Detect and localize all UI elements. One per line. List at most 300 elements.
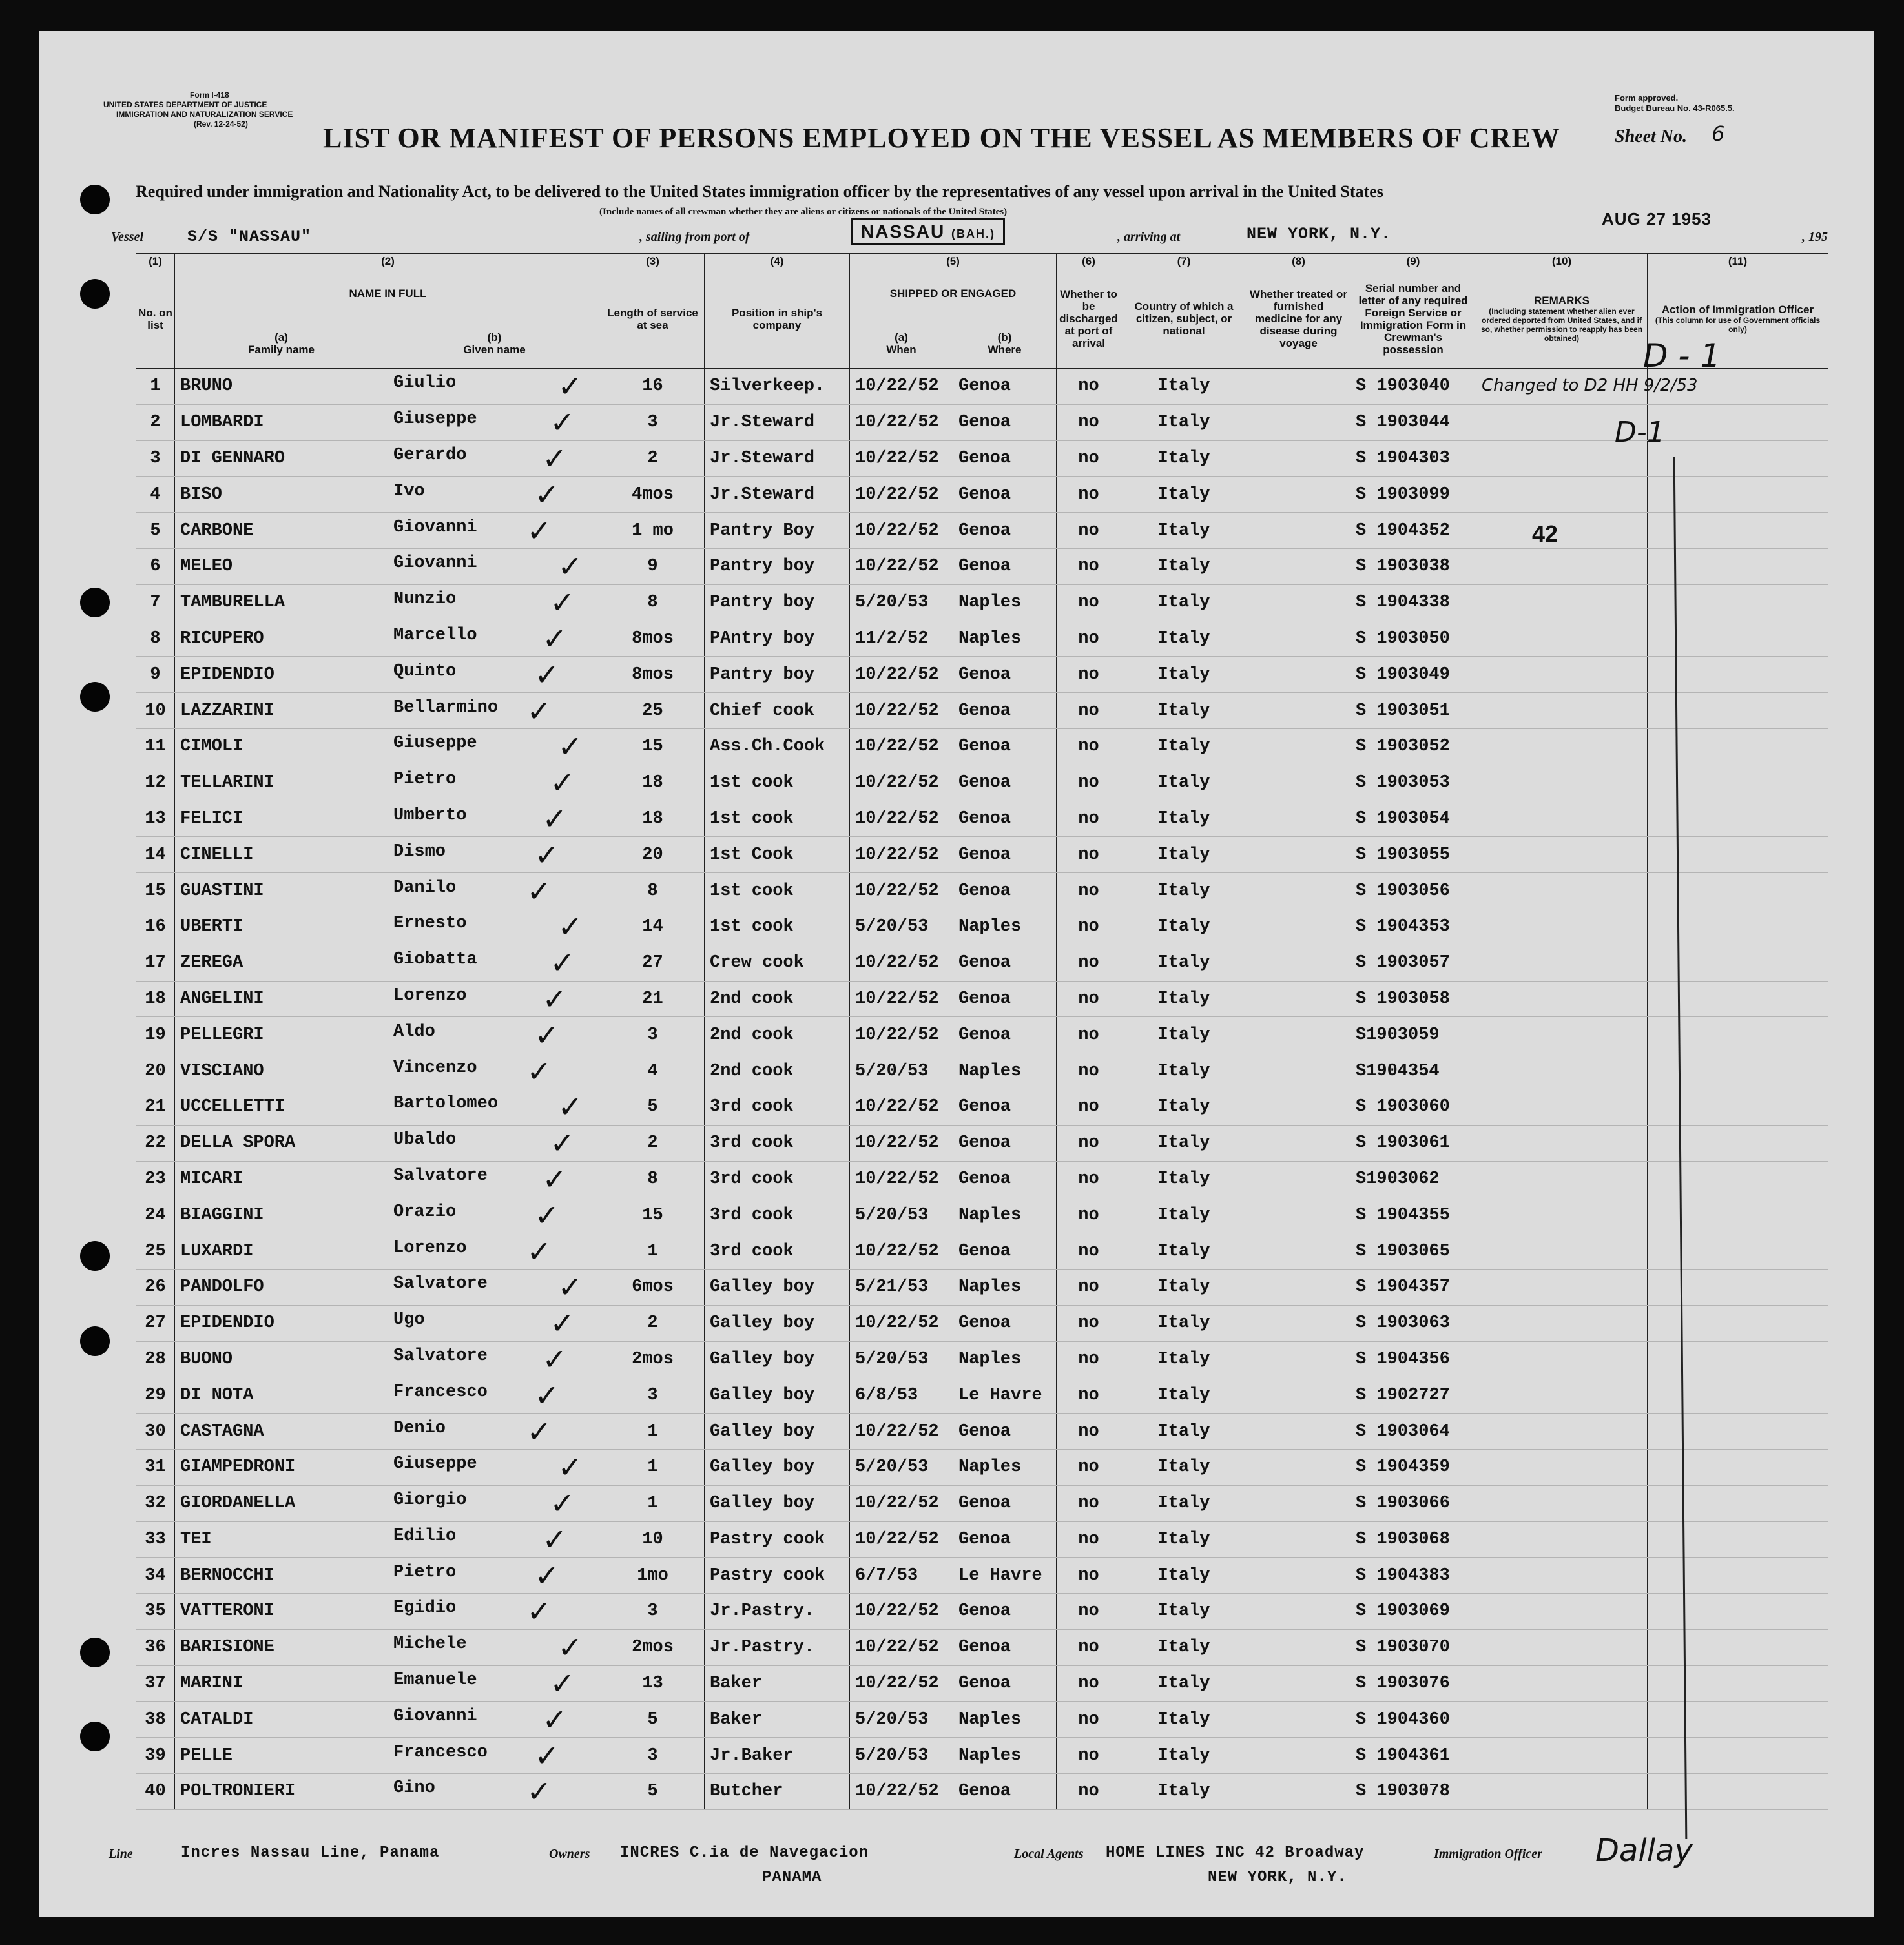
- given-name: [388, 548, 601, 584]
- binder-hole: [80, 1241, 110, 1271]
- action-cell: [1648, 909, 1828, 945]
- remarks-cell: [1476, 1594, 1648, 1630]
- binder-hole: [80, 1326, 110, 1356]
- medicine-cell: [1247, 945, 1350, 981]
- shipped-date: 10/22/52: [850, 548, 953, 584]
- position: Galley boy: [705, 1377, 850, 1414]
- given-name-text: Pietro: [393, 1562, 457, 1582]
- length-of-service: 25: [601, 693, 705, 729]
- given-name: [388, 801, 601, 837]
- given-name: [388, 369, 601, 405]
- shipped-date: 10/22/52: [850, 1089, 953, 1125]
- crew-number: 26: [136, 1269, 175, 1305]
- given-name-text: Orazio: [393, 1202, 457, 1222]
- length-of-service: 3: [601, 1017, 705, 1053]
- remarks-cell: [1476, 1053, 1648, 1089]
- check-mark-icon: ✓: [534, 1558, 559, 1593]
- family-name: MICARI: [175, 1161, 388, 1197]
- position: Baker: [705, 1702, 850, 1738]
- medicine-cell: [1247, 657, 1350, 693]
- country: Italy: [1121, 693, 1247, 729]
- crew-number: 32: [136, 1485, 175, 1521]
- shipped-port: Naples: [953, 1738, 1057, 1774]
- remarks-cell: [1476, 1738, 1648, 1774]
- shipped-date: 10/22/52: [850, 513, 953, 549]
- given-name: [388, 657, 601, 693]
- serial-number: S 1903063: [1350, 1305, 1476, 1341]
- discharge-status: no: [1057, 1521, 1121, 1558]
- serial-number: S 1904383: [1350, 1558, 1476, 1594]
- discharge-status: no: [1057, 909, 1121, 945]
- discharge-status: no: [1057, 548, 1121, 584]
- serial-number: S 1903070: [1350, 1629, 1476, 1665]
- discharge-status: no: [1057, 1594, 1121, 1630]
- shipped-port: Le Havre: [953, 1558, 1057, 1594]
- action-cell: [1648, 1449, 1828, 1485]
- action-cell: [1648, 404, 1828, 440]
- country: Italy: [1121, 1665, 1247, 1702]
- shipped-date: 10/22/52: [850, 1305, 953, 1341]
- given-name-text: Francesco: [393, 1382, 488, 1402]
- given-name-text: Salvatore: [393, 1346, 488, 1366]
- remarks-cell: [1476, 1702, 1648, 1738]
- remarks-cell: [1476, 1665, 1648, 1702]
- crew-number: 7: [136, 584, 175, 621]
- check-mark-icon: ✓: [550, 1666, 575, 1702]
- given-name-text: Lorenzo: [393, 985, 467, 1005]
- family-name: PANDOLFO: [175, 1269, 388, 1305]
- family-name: LAZZARINI: [175, 693, 388, 729]
- discharge-status: no: [1057, 584, 1121, 621]
- given-name: [388, 1738, 601, 1774]
- check-mark-icon: ✓: [557, 1270, 583, 1305]
- header-action-note: (This column for use of Government officials only): [1655, 316, 1821, 334]
- crew-row: [136, 1738, 1828, 1774]
- medicine-cell: [1247, 513, 1350, 549]
- position: Jr.Pastry.: [705, 1629, 850, 1665]
- check-mark-icon: ✓: [526, 1233, 552, 1269]
- family-name: DI GENNARO: [175, 440, 388, 477]
- shipped-port: Genoa: [953, 1161, 1057, 1197]
- given-name-text: Giovanni: [393, 553, 477, 573]
- check-mark-icon: ✓: [557, 1450, 583, 1485]
- table-header: [136, 254, 1828, 369]
- crew-number: 22: [136, 1125, 175, 1161]
- remarks-cell: [1476, 728, 1648, 765]
- owners-city: PANAMA: [762, 1869, 822, 1886]
- header-given-name: (b) Given name: [388, 318, 601, 369]
- medicine-cell: [1247, 1125, 1350, 1161]
- col11-number: (11): [1648, 254, 1828, 269]
- remarks-cell: [1476, 1197, 1648, 1233]
- length-of-service: 2: [601, 1125, 705, 1161]
- shipped-port: Naples: [953, 1702, 1057, 1738]
- remarks-cell: [1476, 1521, 1648, 1558]
- binder-hole: [80, 588, 110, 617]
- given-name: [388, 1377, 601, 1414]
- officer-label: Immigration Officer: [1434, 1847, 1542, 1861]
- crew-number: 2: [136, 404, 175, 440]
- position: Ass.Ch.Cook: [705, 728, 850, 765]
- check-mark-icon: ✓: [534, 657, 559, 692]
- check-mark-icon: ✓: [542, 1341, 567, 1377]
- annotation-count: 42: [1532, 520, 1558, 547]
- country: Italy: [1121, 1233, 1247, 1270]
- line-label: Line: [109, 1847, 133, 1861]
- shipped-port: Naples: [953, 584, 1057, 621]
- check-mark-icon: ✓: [557, 1630, 583, 1665]
- check-mark-icon: ✓: [542, 801, 567, 836]
- crew-number: 36: [136, 1629, 175, 1665]
- given-name-text: Emanuele: [393, 1671, 477, 1691]
- position: Galley boy: [705, 1414, 850, 1450]
- shipped-port: Genoa: [953, 1629, 1057, 1665]
- crew-row: [136, 1774, 1828, 1810]
- crew-row: [136, 728, 1828, 765]
- shipped-date: 10/22/52: [850, 945, 953, 981]
- country: Italy: [1121, 1377, 1247, 1414]
- given-name: [388, 873, 601, 909]
- medicine-cell: [1247, 1305, 1350, 1341]
- medicine-cell: [1247, 801, 1350, 837]
- country: Italy: [1121, 1053, 1247, 1089]
- budget-bureau: Budget Bureau No. 43-R065.5.: [1615, 103, 1735, 113]
- shipped-date: 10/22/52: [850, 369, 953, 405]
- check-mark-icon: ✓: [534, 1197, 559, 1233]
- serial-number: S 1903053: [1350, 765, 1476, 801]
- family-name: BUONO: [175, 1341, 388, 1377]
- length-of-service: 2: [601, 440, 705, 477]
- position: Silverkeep.: [705, 369, 850, 405]
- discharge-status: no: [1057, 1089, 1121, 1125]
- binder-hole: [80, 279, 110, 309]
- crew-number: 23: [136, 1161, 175, 1197]
- discharge-status: no: [1057, 1053, 1121, 1089]
- serial-number: S 1903054: [1350, 801, 1476, 837]
- crew-number: 25: [136, 1233, 175, 1270]
- length-of-service: 6mos: [601, 1269, 705, 1305]
- serial-number: S 1904356: [1350, 1341, 1476, 1377]
- length-of-service: 3: [601, 1738, 705, 1774]
- sheet-label: Sheet No.: [1615, 127, 1687, 147]
- serial-number: S 1904303: [1350, 440, 1476, 477]
- length-of-service: 2: [601, 1305, 705, 1341]
- medicine-cell: [1247, 1702, 1350, 1738]
- country: Italy: [1121, 584, 1247, 621]
- crew-row: [136, 873, 1828, 909]
- crew-number: 40: [136, 1774, 175, 1810]
- crew-row: [136, 1233, 1828, 1270]
- serial-number: S 1903058: [1350, 981, 1476, 1017]
- position: PAntry boy: [705, 621, 850, 657]
- shipped-date: 6/7/53: [850, 1558, 953, 1594]
- medicine-cell: [1247, 1665, 1350, 1702]
- col7-number: (7): [1121, 254, 1247, 269]
- header-when: (a) When: [850, 318, 953, 369]
- country: Italy: [1121, 404, 1247, 440]
- discharge-status: no: [1057, 837, 1121, 873]
- check-mark-icon: ✓: [526, 873, 552, 909]
- medicine-cell: [1247, 765, 1350, 801]
- shipped-date: 10/22/52: [850, 693, 953, 729]
- length-of-service: 1: [601, 1485, 705, 1521]
- serial-number: S 1903060: [1350, 1089, 1476, 1125]
- medicine-cell: [1247, 837, 1350, 873]
- remarks-cell: [1476, 477, 1648, 513]
- crew-row: [136, 801, 1828, 837]
- medicine-cell: [1247, 1377, 1350, 1414]
- action-cell: [1648, 1702, 1828, 1738]
- check-mark-icon: ✓: [534, 837, 559, 872]
- given-name: [388, 1449, 601, 1485]
- discharge-status: no: [1057, 1665, 1121, 1702]
- check-mark-icon: ✓: [526, 1594, 552, 1629]
- crew-row: [136, 1449, 1828, 1485]
- shipped-date: 10/22/52: [850, 837, 953, 873]
- crew-number: 15: [136, 873, 175, 909]
- given-name: [388, 1053, 601, 1089]
- crew-number: 28: [136, 1341, 175, 1377]
- action-cell: [1648, 1629, 1828, 1665]
- col4-number: (4): [705, 254, 850, 269]
- crew-number: 35: [136, 1594, 175, 1630]
- given-name: [388, 1485, 601, 1521]
- shipped-port: Genoa: [953, 657, 1057, 693]
- country: Italy: [1121, 477, 1247, 513]
- shipped-date: 10/22/52: [850, 1521, 953, 1558]
- given-name-text: Umberto: [393, 805, 467, 825]
- discharge-status: no: [1057, 873, 1121, 909]
- crew-row: [136, 477, 1828, 513]
- country: Italy: [1121, 1161, 1247, 1197]
- sailing-label: , sailing from port of: [639, 230, 750, 244]
- header-remarks-title: REMARKS: [1534, 294, 1589, 307]
- crew-number: 5: [136, 513, 175, 549]
- position: 3rd cook: [705, 1197, 850, 1233]
- crew-number: 12: [136, 765, 175, 801]
- check-mark-icon: ✓: [526, 513, 552, 548]
- crew-number: 31: [136, 1449, 175, 1485]
- discharge-status: no: [1057, 1558, 1121, 1594]
- country: Italy: [1121, 1594, 1247, 1630]
- action-cell: [1648, 1197, 1828, 1233]
- given-name-text: Pietro: [393, 770, 457, 790]
- position: Galley boy: [705, 1269, 850, 1305]
- family-name: BARISIONE: [175, 1629, 388, 1665]
- discharge-status: no: [1057, 657, 1121, 693]
- given-name: [388, 1774, 601, 1810]
- check-mark-icon: ✓: [550, 405, 575, 440]
- remarks-cell: [1476, 1558, 1648, 1594]
- serial-number: S 1904359: [1350, 1449, 1476, 1485]
- country: Italy: [1121, 1774, 1247, 1810]
- check-mark-icon: ✓: [526, 1414, 552, 1449]
- length-of-service: 5: [601, 1089, 705, 1125]
- shipped-date: 5/20/53: [850, 584, 953, 621]
- remarks-cell: [1476, 621, 1648, 657]
- crew-number: 38: [136, 1702, 175, 1738]
- family-name: POLTRONIERI: [175, 1774, 388, 1810]
- header-remarks-note: (Including statement whether alien ever ordered deported from United States, and if so, whether permission to reapply has been obtained): [1480, 307, 1643, 343]
- given-name-text: Giorgio: [393, 1490, 467, 1510]
- crew-row: [136, 981, 1828, 1017]
- shipped-date: 5/20/53: [850, 1702, 953, 1738]
- family-name: CATALDI: [175, 1702, 388, 1738]
- country: Italy: [1121, 1269, 1247, 1305]
- header-name-in-full: NAME IN FULL: [175, 269, 601, 318]
- shipped-port: Naples: [953, 1197, 1057, 1233]
- position: 2nd cook: [705, 981, 850, 1017]
- length-of-service: 8mos: [601, 621, 705, 657]
- serial-number: S 1904361: [1350, 1738, 1476, 1774]
- given-name-text: Ubaldo: [393, 1130, 457, 1150]
- shipped-date: 10/22/52: [850, 477, 953, 513]
- discharge-status: no: [1057, 369, 1121, 405]
- discharge-status: no: [1057, 728, 1121, 765]
- position: 1st cook: [705, 873, 850, 909]
- given-name: [388, 1233, 601, 1270]
- position: Pantry boy: [705, 548, 850, 584]
- crew-row: [136, 1341, 1828, 1377]
- family-name: GIAMPEDRONI: [175, 1449, 388, 1485]
- country: Italy: [1121, 369, 1247, 405]
- length-of-service: 3: [601, 404, 705, 440]
- remarks-cell: [1476, 1269, 1648, 1305]
- family-name: BRUNO: [175, 369, 388, 405]
- binder-hole: [80, 185, 110, 214]
- country: Italy: [1121, 1738, 1247, 1774]
- binder-hole: [80, 682, 110, 712]
- family-name: ANGELINI: [175, 981, 388, 1017]
- position: Galley boy: [705, 1305, 850, 1341]
- given-name-text: Francesco: [393, 1742, 488, 1762]
- agents-city: NEW YORK, N.Y.: [1208, 1869, 1347, 1886]
- medicine-cell: [1247, 693, 1350, 729]
- length-of-service: 9: [601, 548, 705, 584]
- annotation-changed: Changed to D2 HH 9/2/53: [1482, 376, 1698, 395]
- country: Italy: [1121, 513, 1247, 549]
- crew-row: [136, 1161, 1828, 1197]
- shipped-port: Genoa: [953, 728, 1057, 765]
- given-name-text: Vincenzo: [393, 1058, 477, 1078]
- action-cell: [1648, 1738, 1828, 1774]
- crew-number: 13: [136, 801, 175, 837]
- shipped-port: Genoa: [953, 1485, 1057, 1521]
- action-cell: [1648, 981, 1828, 1017]
- crew-number: 8: [136, 621, 175, 657]
- action-cell: [1648, 1341, 1828, 1377]
- discharge-status: no: [1057, 1197, 1121, 1233]
- medicine-cell: [1247, 1269, 1350, 1305]
- header-country: Country of which a citizen, subject, or national: [1121, 269, 1247, 369]
- crew-row: [136, 1521, 1828, 1558]
- arriving-label: , arriving at: [1117, 230, 1181, 244]
- check-mark-icon: ✓: [542, 981, 567, 1016]
- serial-number: S 1904360: [1350, 1702, 1476, 1738]
- shipped-port: Genoa: [953, 801, 1057, 837]
- shipped-date: 10/22/52: [850, 1017, 953, 1053]
- given-name-text: Salvatore: [393, 1274, 488, 1294]
- check-mark-icon: ✓: [542, 1521, 567, 1557]
- family-name: TAMBURELLA: [175, 584, 388, 621]
- check-mark-icon: ✓: [557, 369, 583, 404]
- family-name: UCCELLETTI: [175, 1089, 388, 1125]
- discharge-status: no: [1057, 621, 1121, 657]
- given-name: [388, 728, 601, 765]
- crew-number: 10: [136, 693, 175, 729]
- date-stamp: AUG 27 1953: [1602, 209, 1712, 229]
- family-name: LUXARDI: [175, 1233, 388, 1270]
- action-cell: [1648, 693, 1828, 729]
- officer-signature: Dallay: [1595, 1833, 1693, 1869]
- agents-label: Local Agents: [1014, 1847, 1084, 1861]
- given-name-text: Quinto: [393, 661, 457, 681]
- line-value: Incres Nassau Line, Panama: [181, 1844, 440, 1862]
- check-mark-icon: ✓: [534, 1738, 559, 1773]
- given-name: [388, 1089, 601, 1125]
- country: Italy: [1121, 837, 1247, 873]
- discharge-status: no: [1057, 945, 1121, 981]
- country: Italy: [1121, 1414, 1247, 1450]
- crew-number: 37: [136, 1665, 175, 1702]
- given-name: [388, 621, 601, 657]
- serial-number: S 1903099: [1350, 477, 1476, 513]
- country: Italy: [1121, 548, 1247, 584]
- serial-number: S 1903040: [1350, 369, 1476, 405]
- serial-number: S 1903044: [1350, 404, 1476, 440]
- position: Baker: [705, 1665, 850, 1702]
- action-cell: [1648, 837, 1828, 873]
- serial-number: S 1903055: [1350, 837, 1476, 873]
- crew-row: [136, 621, 1828, 657]
- given-name: [388, 1161, 601, 1197]
- shipped-port: Genoa: [953, 873, 1057, 909]
- header-where: (b) Where: [953, 318, 1057, 369]
- length-of-service: 8: [601, 1161, 705, 1197]
- given-name: [388, 765, 601, 801]
- port-stamp-text: NASSAU: [861, 221, 946, 242]
- shipped-date: 5/20/53: [850, 1449, 953, 1485]
- family-name: BERNOCCHI: [175, 1558, 388, 1594]
- discharge-status: no: [1057, 1233, 1121, 1270]
- shipped-date: 10/22/52: [850, 1161, 953, 1197]
- remarks-cell: [1476, 981, 1648, 1017]
- shipped-date: 10/22/52: [850, 1485, 953, 1521]
- shipped-port: Genoa: [953, 1594, 1057, 1630]
- col2-number: (2): [175, 254, 601, 269]
- remarks-cell: [1476, 837, 1648, 873]
- discharge-status: no: [1057, 1125, 1121, 1161]
- crew-number: 19: [136, 1017, 175, 1053]
- family-name: ZEREGA: [175, 945, 388, 981]
- check-mark-icon: ✓: [557, 1089, 583, 1125]
- serial-number: S1904354: [1350, 1053, 1476, 1089]
- form-approved: Form approved.: [1615, 93, 1679, 103]
- given-name: [388, 1702, 601, 1738]
- check-mark-icon: ✓: [550, 1126, 575, 1161]
- discharge-status: no: [1057, 1305, 1121, 1341]
- crew-number: 11: [136, 728, 175, 765]
- crew-number: 17: [136, 945, 175, 981]
- country: Italy: [1121, 1629, 1247, 1665]
- shipped-port: Genoa: [953, 945, 1057, 981]
- crew-manifest-table: [136, 253, 1828, 1810]
- check-mark-icon: ✓: [557, 549, 583, 584]
- serial-number: S 1903050: [1350, 621, 1476, 657]
- remarks-cell: [1476, 1449, 1648, 1485]
- check-mark-icon: ✓: [526, 1053, 552, 1089]
- country: Italy: [1121, 657, 1247, 693]
